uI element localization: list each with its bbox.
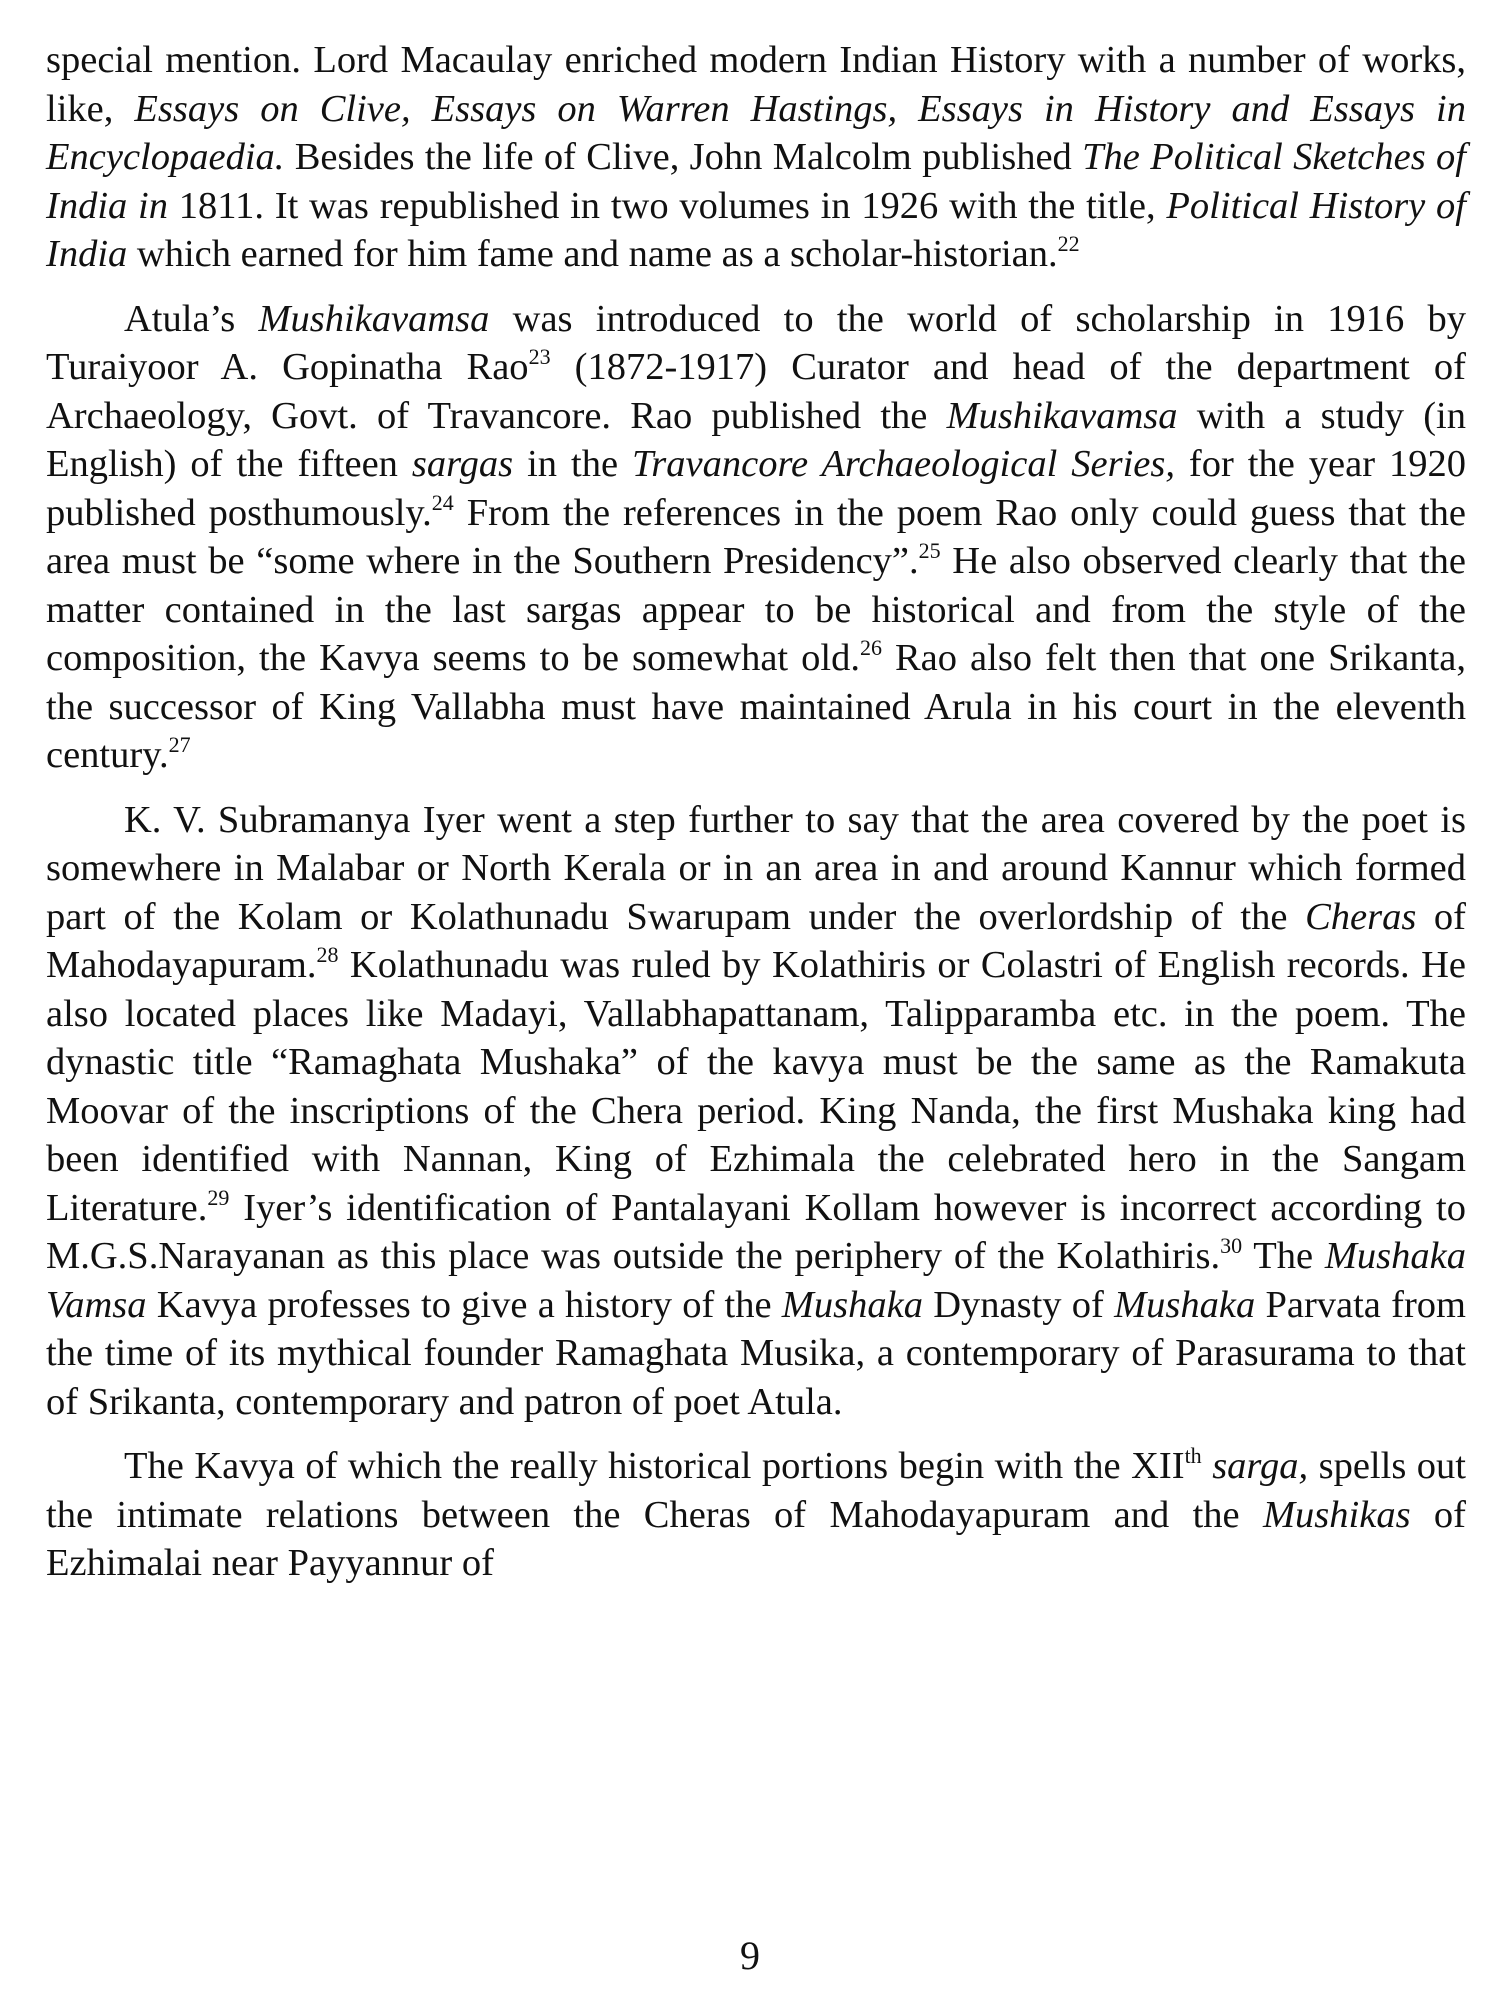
text-run: The Kavya of which the really historical portions begin with the XII (124, 1445, 1185, 1487)
text-run: Kolathunadu was ruled by Kolathiris or Colastri of English records. He also located places like Madayi, Vallabhapattanam, Talipparamba etc. in the poem. The dynastic title “Ramaghata Mushaka” of the kavya must be the same as the Ramakuta Moovar of the inscriptions of the Chera period. King Nanda, the first Mushaka king had been identified with Nannan, King of Ezhimala the celebrated hero in the Sangam Literature. (46, 944, 1466, 1229)
text-run: with a study (in English) of the fifteen (46, 394, 1467, 485)
italic-text: Travancore Archaeological Series, (632, 443, 1175, 485)
paragraph-4 (46, 1442, 1466, 1588)
italic-text: Mushaka Vamsa (46, 1235, 1466, 1326)
footnote-ref: 29 (207, 1184, 230, 1210)
text-run: Besides the life of Clive, John Malcolm published (284, 136, 1083, 178)
text-run: for the year 1920 published posthumously. (46, 443, 1466, 534)
text-run: which earned for him fame and name as a scholar-historian. (127, 233, 1058, 275)
footnote-ref: 28 (316, 942, 339, 967)
footnote-ref: th (1184, 1443, 1202, 1468)
paragraph-gap (46, 279, 1466, 295)
text-body (46, 36, 1466, 1588)
text-run: was introduced to the world of scholarship in 1916 by Turaiyoor A. Gopinatha Rao (46, 297, 1466, 388)
text-run: Dynasty of (922, 1283, 1115, 1326)
paragraph-1 (46, 36, 1466, 279)
page-number: 9 (740, 1933, 760, 1978)
footnote-ref: 30 (1220, 1233, 1243, 1258)
italic-text: Mushikavamsa (946, 394, 1178, 437)
text-run: The (1242, 1235, 1325, 1277)
footnote-ref: 27 (168, 732, 191, 757)
text-run: in the (513, 443, 633, 485)
italic-text: Mushaka (1114, 1283, 1256, 1326)
italic-text: Mushikavamsa (258, 297, 490, 340)
italic-text: Political History of India (46, 184, 1466, 275)
footnote-ref: 26 (859, 635, 882, 660)
text-run: special mention. Lord Macaulay enriched modern Indian History with a number of works, like, (46, 39, 1466, 130)
page-body (46, 36, 1466, 1588)
italic-text: The Political Sketches of India in (46, 136, 1466, 227)
footnote-ref: 22 (1057, 231, 1080, 256)
italic-text: Mushaka (781, 1283, 923, 1326)
text-run: spells out the intimate relations between the Cheras of Mahodayapuram and the (46, 1445, 1466, 1536)
text-run: 1811. It was republished in two volumes in 1926 with the title, (168, 184, 1167, 227)
italic-text: Essays on Clive, Essays on Warren Hastings, Essays in History and Essays in Encyclopaedia. (46, 87, 1466, 178)
text-run: K. V. Subramanya Iyer went a step further to say that the area covered by the poet is somewhere in Malabar or North Kerala or in an area in and around Kannur which formed part of the Kolam or Kolathunadu Swarupam under the overlordship of the (46, 798, 1466, 938)
footnote-ref: 25 (918, 538, 941, 563)
footnote-ref: 23 (528, 344, 551, 369)
italic-text: Mushikas (1262, 1493, 1411, 1536)
paragraph-gap (46, 780, 1466, 796)
text-run: He also observed clearly that the matter contained in the last sargas appear to be historical and from the style of the composition, the Kavya seems to be somewhat old. (46, 540, 1466, 679)
italic-text: sarga, (1212, 1445, 1309, 1487)
text-run (1202, 1445, 1213, 1487)
text-run: of Ezhimalai near Payyannur of (46, 1493, 1466, 1584)
paragraph-3 (46, 796, 1466, 1427)
text-run: of Mahodayapuram. (46, 895, 1466, 986)
text-run: Iyer’s identification of Pantalayani Kollam however is incorrect according to M.G.S.Narayanan as this place was outside the periphery of the Kolathiris. (46, 1186, 1466, 1277)
footnote-ref: 24 (431, 489, 454, 515)
text-run: Atula’s (124, 297, 259, 340)
text-run: Rao also felt then that one Srikanta, the successor of King Vallabha must have maintained Arula in his court in the eleventh century. (46, 637, 1467, 776)
paragraph-gap (46, 1426, 1466, 1442)
italic-text: sargas (411, 443, 514, 485)
italic-text: Cheras (1305, 895, 1417, 938)
text-run: From the references in the poem Rao only could guess that the area must be “some where in the Southern Presidency”. (46, 491, 1466, 582)
text-run: (1872-1917) Curator and head of the department of Archaeology, Govt. of Travancore. Rao published the (46, 346, 1466, 437)
text-run: Parvata from the time of its mythical founder Ramaghata Musika, a contemporary of Parasurama to that of Srikanta, contemporary and patron of poet Atula. (46, 1283, 1466, 1423)
paragraph-2 (46, 295, 1466, 780)
text-run: Kavya professes to give a history of the (146, 1283, 782, 1326)
